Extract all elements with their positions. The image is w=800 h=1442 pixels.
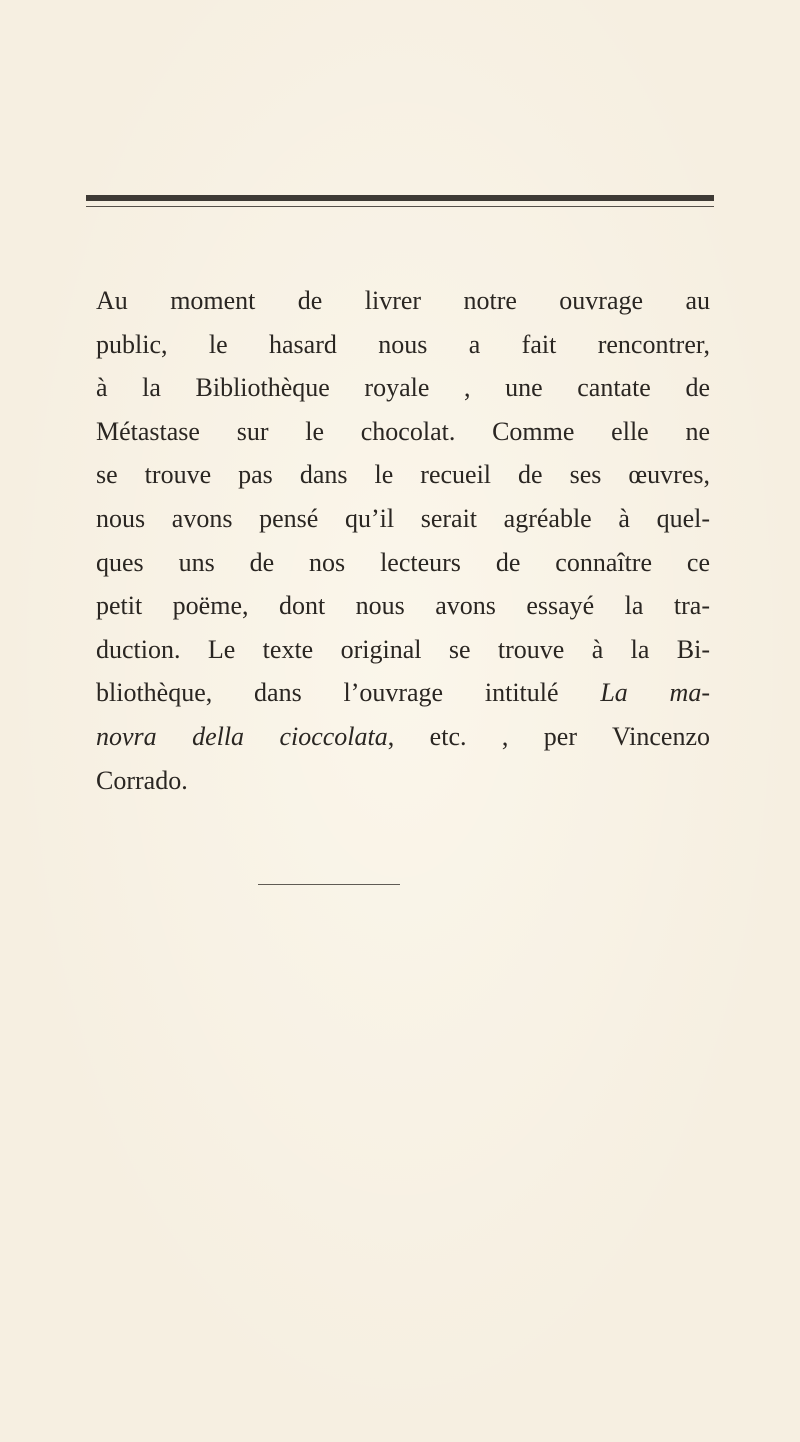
paragraph-line: Corrado. — [96, 765, 188, 795]
paragraph-line — [96, 715, 710, 759]
paragraph-line — [96, 671, 710, 715]
closing-rule — [258, 884, 400, 885]
line-text: , etc. , per Vincenzo — [387, 721, 711, 751]
header-rule-thin — [86, 206, 714, 207]
paragraph-line: ques uns de nos lecteurs de connaître ce — [96, 547, 710, 577]
paragraph-line: duction. Le texte original se trouve à la Bi- — [96, 634, 710, 664]
italic-title: La ma- — [600, 678, 710, 708]
paragraph-line: Métastase sur le chocolat. Comme elle ne — [96, 416, 710, 446]
paragraph-line: se trouve pas dans le recueil de ses œuvres, — [96, 460, 710, 490]
line-text: bliothèque, dans l’ouvrage intitulé — [96, 678, 601, 708]
paragraph — [96, 279, 710, 802]
paragraph-line: public, le hasard nous a fait rencontrer, — [96, 329, 710, 359]
paragraph-line: nous avons pensé qu’il serait agréable à quel- — [96, 503, 710, 533]
paragraph-line: à la Bibliothèque royale , une cantate de — [96, 373, 710, 403]
header-rule-thick — [86, 195, 714, 201]
paragraph-line: Au moment de livrer notre ouvrage au — [96, 286, 710, 315]
paragraph-line: petit poëme, dont nous avons essayé la tra- — [96, 591, 710, 621]
italic-title: novra della cioccolata — [96, 721, 388, 751]
